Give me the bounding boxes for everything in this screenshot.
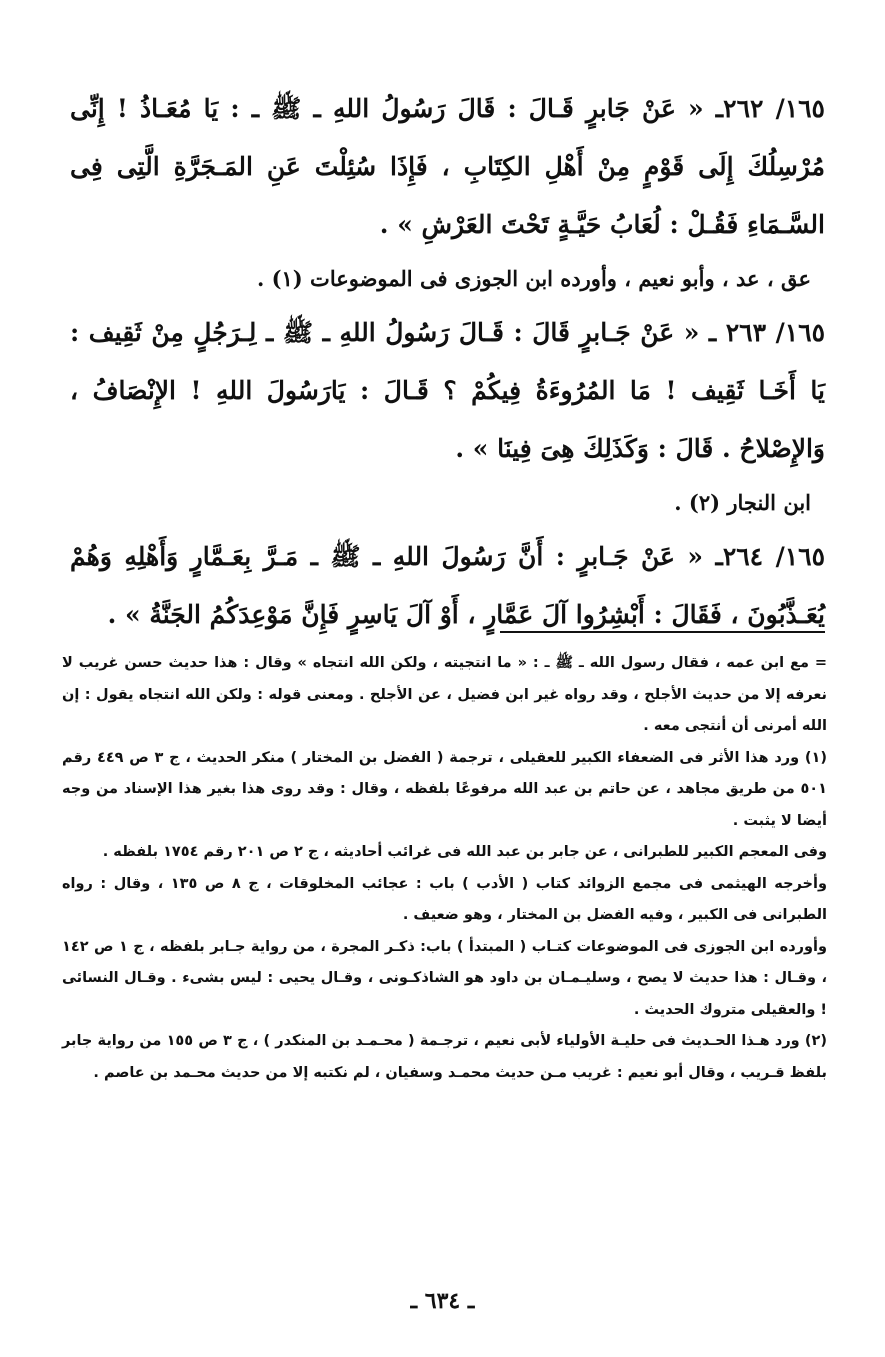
hadith-262-source: عق ، عد ، وأبو نعيم ، وأورده ابن الجوزى فى الموضوعات (١) . <box>256 266 811 291</box>
footnote-1-haythami: وأخرجه الهيثمى فى مجمع الزوائد كتاب ( الأدب ) باب : عجائب المخلوقات ، ج ٨ ص ١٣٥ ، وقال : رواه الطبرانى فى الكبير ، وفيه الفضل بن المختار ، وهو ضعيف . <box>62 875 827 923</box>
footnote-1: (١) ورد هذا الأثر فى الضعفاء الكبير للعقيلى ، ترجمة ( الفضل بن المختار ) منكر الحديث ، ج ٣ ص ٤٤٩ رقم ٥٠١ من طريق مجاهد ، عن حاتم بن عبد الله مرفوعًا بلفظه ، وقال : وقد روى هذا بغير هذا الإسناد من وجه أيضا لا يثبت . <box>62 749 828 829</box>
footnote-continuation: = مع ابن عمه ، فقال رسول الله ـ ﷺ ـ : « ما انتجيته ، ولكن الله انتجاه » وقال : هذا حديث حسن غريب لا نعرفه إلا من حديث الأجلح ، وقد رواه غير ابن فضيل ، عن الأجلح . ومعنى قوله : ولكن الله انتجاه يقول : إن الله أمرنى أن أنتجى معه . <box>62 655 827 734</box>
footnote-separator <box>500 631 825 633</box>
footnotes <box>62 648 827 1089</box>
footnote-1-ibn-jawzi: وأورده ابن الجوزى فى الموضوعات كتـاب ( المبتدأ ) باب: ذكـر المجرة ، من رواية جـابر بلفظه ، ج ١ ص ١٤٢ ، وقـال : هذا حديث لا يصح ، وسليـمـان بن داود هو الشاذكـونى ، وقـال يحيى : ليس بشىء . وقـال النسائى ! والعقيلى متروك الحديث . <box>62 938 827 1018</box>
hadith-262: ١٦٥/ ٢٦٢ـ « عَنْ جَابرٍ قَـالَ : قَالَ رَسُولُ اللهِ ـ ﷺ ـ : يَا مُعَـاذُ ! إِنِّى مُرْسِلُكَ إِلَى قَوْمٍ مِنْ أَهْلِ الكِتَابِ ، فَإِذَا سُئِلْتَ عَنِ المَـجَرَّةِ الَّتِى فِى السَّـمَاءِ فَقُـلْ : لُعَابُ حَيَّـةٍ تَحْتَ العَرْشِ » . <box>70 94 825 239</box>
page-number: ـ ٦٣٤ ـ <box>410 1288 475 1314</box>
main-text <box>70 80 825 644</box>
footnote-2: (٢) ورد هـذا الحـديث فى حليـة الأولياء لأبى نعيم ، ترجـمة ( محـمـد بن المنكدر ) ، ج ٣ ص ١٥٥ من رواية جابر بلفظ قـريب ، وقال أبو نعيم : غريب مـن حديث محمـد وسفيان ، لم نكتبه إلا من حديث محـمد بن عاصم . <box>62 1033 828 1081</box>
footnote-1-tabarani: وفى المعجم الكبير للطبرانى ، عن جابر بن عبد الله فى غرائب أحاديثه ، ج ٢ ص ٢٠١ رقم ١٧٥٤ بلفظه . <box>102 844 827 860</box>
hadith-263-source: ابن النجار (٢) . <box>674 490 811 515</box>
hadith-263: ١٦٥/ ٢٦٣ ـ « عَنْ جَـابرٍ قَالَ : قَـالَ رَسُولُ اللهِ ـ ﷺ ـ لِـرَجُلٍ مِنْ ثَقِيف : يَا أَخَـا ثَقِيف ! مَا المُرُوءَةُ فِيكُمْ ؟ قَـالَ : يَارَسُولَ اللهِ ! الإِنْصَافُ ، وَالإِصْلاحُ . قَالَ : وَكَذَلِكَ هِىَ فِينَا » . <box>70 318 826 463</box>
hadith-264: ١٦٥/ ٢٦٤ـ « عَنْ جَـابرٍ : أَنَّ رَسُولَ اللهِ ـ ﷺ ـ مَـرَّ بِعَـمَّارٍ وَأَهْلِهِ وَهُمْ يُعَـذَّبُونَ ، فَقَالَ : أَبْشِرُوا آلَ عَمَّارٍ ، أَوْ آلَ يَاسِرٍ فَإِنَّ مَوْعِدَكُمُ الجَنَّةُ » . <box>70 542 826 629</box>
